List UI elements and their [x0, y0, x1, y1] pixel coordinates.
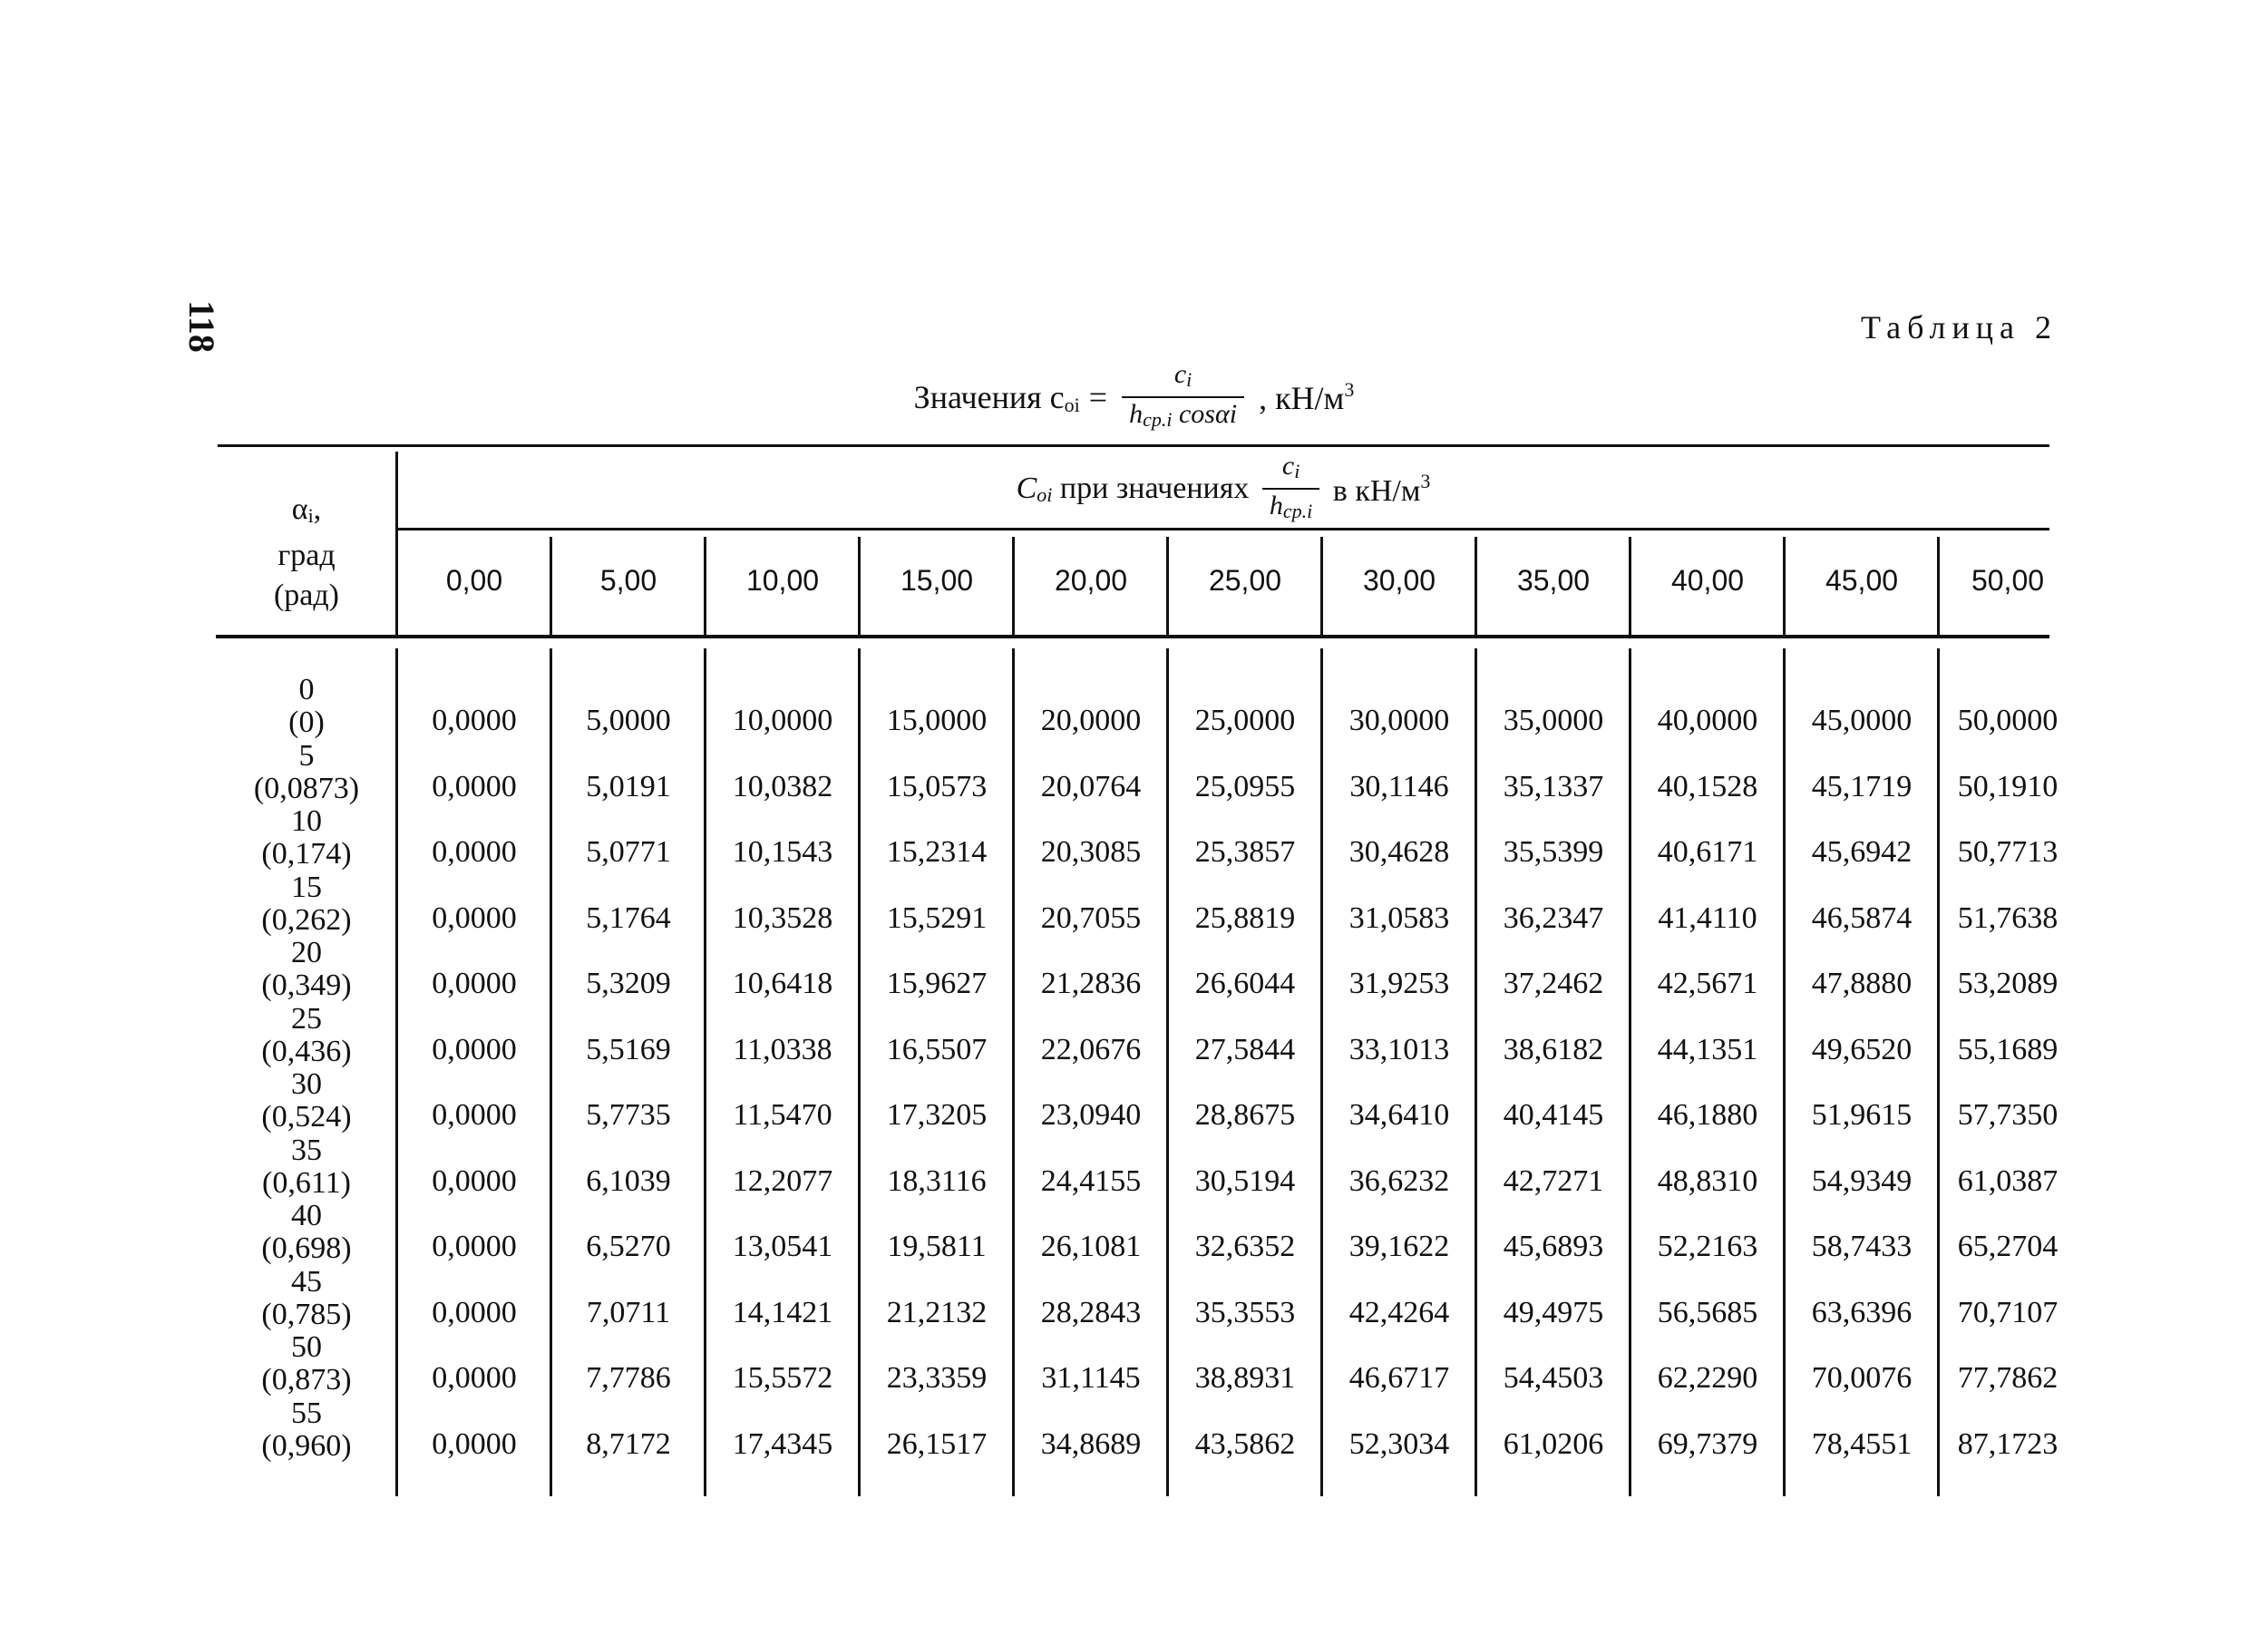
table-cell: 28,2843 — [1040, 1295, 1142, 1329]
angle-degrees: 40 — [291, 1199, 322, 1232]
table-cell: 10,3528 — [732, 900, 833, 935]
table-cell: 22,0676 — [1040, 1032, 1142, 1066]
table-cell: 61,0387 — [1957, 1163, 2059, 1198]
table-cell: 38,8931 — [1194, 1361, 1296, 1395]
table-cell: 11,0338 — [733, 1032, 832, 1066]
table-cell: 0,0000 — [432, 1163, 517, 1198]
table-cell: 35,3553 — [1194, 1295, 1296, 1329]
stub-header-deg: град — [277, 539, 336, 572]
column-header: 20,00 — [1054, 563, 1128, 597]
table-cell: 15,0573 — [886, 769, 988, 803]
caption-units: , $кН/м^3$ — [1259, 377, 1355, 416]
table-cell: 54,4503 — [1503, 1361, 1604, 1395]
table-cell: 10,0000 — [732, 704, 833, 737]
table-top-rule — [218, 444, 2049, 447]
span-header — [397, 452, 2049, 526]
row-angle — [216, 1200, 397, 1265]
table-cell: 34,6410 — [1348, 1098, 1450, 1132]
header-bottom-rule — [216, 635, 2049, 638]
table-cell: 54,9349 — [1811, 1163, 1913, 1198]
table-cell: 77,7862 — [1957, 1361, 2059, 1395]
row-angle — [216, 1397, 397, 1463]
table-cell: 42,5671 — [1657, 967, 1758, 1000]
table-cell: 0,0000 — [432, 1032, 517, 1066]
column-header: 35,00 — [1516, 563, 1591, 597]
table-cell: 21,2132 — [886, 1295, 988, 1329]
table-cell: 50,1910 — [1957, 769, 2059, 803]
table-cell: 36,6232 — [1348, 1163, 1450, 1198]
table-cell: 35,1337 — [1503, 769, 1604, 803]
table-cell: 50,0000 — [1957, 704, 2059, 737]
table-cell: 46,6717 — [1348, 1361, 1450, 1395]
table-cell: 28,8675 — [1194, 1098, 1296, 1132]
table-cell: 21,2836 — [1040, 967, 1142, 1000]
table-cell: 0,0000 — [432, 769, 517, 803]
table-cell: 30,1146 — [1349, 769, 1449, 803]
caption-denominator: hср.i cosαi — [1122, 396, 1244, 436]
angle-degrees: 50 — [291, 1330, 322, 1364]
table-cell: 65,2704 — [1957, 1230, 2059, 1263]
table-caption — [0, 358, 2268, 440]
table-cell: 50,7713 — [1957, 835, 2059, 869]
page-number: 118 — [181, 300, 222, 353]
row-angle — [216, 740, 397, 805]
table-cell: 78,4551 — [1811, 1426, 1913, 1461]
row-angle — [216, 1331, 397, 1397]
table-cell: 7,0711 — [586, 1295, 671, 1329]
table-cell: 11,5470 — [733, 1098, 832, 1132]
angle-radians: (0,436) — [261, 1034, 352, 1068]
row-angle — [216, 1003, 397, 1068]
span-header-units: в $кН/м^3$ — [1325, 469, 1431, 508]
table-cell: 20,7055 — [1040, 900, 1142, 935]
table-cell: 41,4110 — [1658, 900, 1757, 935]
table-cell: 47,8880 — [1811, 967, 1913, 1000]
angle-degrees: 15 — [291, 870, 322, 904]
table-cell: 38,6182 — [1503, 1032, 1604, 1066]
table-cell: 17,4345 — [732, 1426, 833, 1461]
table-cell: 46,1880 — [1657, 1098, 1758, 1132]
table-cell: 5,1764 — [586, 900, 671, 935]
table-cell: 0,0000 — [432, 1426, 517, 1461]
angle-radians: (0,262) — [261, 902, 352, 937]
table-cell: 56,5685 — [1657, 1295, 1758, 1329]
table-cell: 45,6893 — [1503, 1230, 1604, 1263]
table-cell: 12,2077 — [732, 1163, 833, 1198]
caption-numerator: ci — [1173, 359, 1192, 391]
table-cell: 32,6352 — [1194, 1230, 1296, 1263]
table-cell: 45,0000 — [1811, 704, 1913, 737]
table-cell: 52,2163 — [1657, 1230, 1758, 1263]
table-cell: 37,2462 — [1503, 967, 1604, 1000]
angle-degrees: 30 — [291, 1067, 322, 1101]
table-cell: 51,9615 — [1811, 1098, 1913, 1132]
angle-radians: (0,0873) — [253, 771, 360, 805]
table-cell: 20,0764 — [1040, 769, 1142, 803]
table-cell: 70,0076 — [1811, 1361, 1913, 1395]
table-cell: 49,6520 — [1811, 1032, 1913, 1066]
table-cell: 57,7350 — [1957, 1098, 2059, 1132]
caption-prefix: Значения coi — [913, 378, 1080, 416]
table-cell: 55,1689 — [1957, 1032, 2059, 1066]
table-cell: 61,0206 — [1503, 1426, 1604, 1461]
span-header-text: при значениях — [1052, 472, 1257, 505]
table-cell: 20,0000 — [1040, 704, 1142, 737]
table-cell: 10,0382 — [732, 769, 833, 803]
table-cell: 30,4628 — [1348, 835, 1450, 869]
table-cell: 31,0583 — [1348, 900, 1450, 935]
table-cell: 10,6418 — [732, 967, 833, 1000]
table-cell: 31,1145 — [1041, 1361, 1141, 1395]
table-cell: 0,0000 — [432, 967, 517, 1000]
span-header-fraction — [1262, 450, 1319, 528]
angle-degrees: 45 — [291, 1264, 322, 1299]
table-cell: 26,1081 — [1040, 1230, 1142, 1263]
table-cell: 39,1622 — [1348, 1230, 1450, 1263]
caption-fraction — [1122, 358, 1244, 436]
row-angle — [216, 937, 397, 1002]
table-cell: 69,7379 — [1657, 1426, 1758, 1461]
table-cell: 44,1351 — [1657, 1032, 1758, 1066]
table-cell: 40,4145 — [1503, 1098, 1604, 1132]
table-cell: 35,0000 — [1503, 704, 1604, 737]
angle-radians: (0,174) — [261, 837, 352, 871]
table-cell: 34,8689 — [1040, 1426, 1142, 1461]
column-header: 40,00 — [1670, 563, 1745, 597]
table-cell: 45,6942 — [1811, 835, 1913, 869]
table-cell: 52,3034 — [1348, 1426, 1450, 1461]
column-header: 10,00 — [745, 563, 820, 597]
table-cell: 53,2089 — [1957, 967, 2059, 1000]
table-cell: 26,1517 — [886, 1426, 988, 1461]
table-cell: 5,0000 — [586, 704, 671, 737]
table-cell: 0,0000 — [432, 900, 517, 935]
table-cell: 33,1013 — [1348, 1032, 1450, 1066]
column-header: 50,00 — [1971, 563, 2045, 597]
table-cell: 14,1421 — [732, 1295, 833, 1329]
table-cell: 15,9627 — [886, 967, 988, 1000]
table-cell: 6,1039 — [586, 1163, 671, 1198]
table-cell: 15,2314 — [886, 835, 988, 869]
table-cell: 25,0955 — [1194, 769, 1296, 803]
table-cell: 35,5399 — [1503, 835, 1604, 869]
table-cell: 5,3209 — [586, 967, 671, 1000]
table-cell: 15,0000 — [886, 704, 988, 737]
column-header: 45,00 — [1825, 563, 1899, 597]
table-cell: 24,4155 — [1040, 1163, 1142, 1198]
angle-degrees: 55 — [291, 1396, 322, 1430]
table-cell: 40,6171 — [1657, 835, 1758, 869]
table-cell: 5,7735 — [586, 1098, 671, 1132]
table-cell: 70,7107 — [1957, 1295, 2059, 1329]
table-cell: 10,1543 — [732, 835, 833, 869]
table-cell: 6,5270 — [586, 1230, 671, 1263]
angle-degrees: 20 — [291, 936, 322, 969]
table-cell: 0,0000 — [432, 1361, 517, 1395]
row-angle — [216, 1068, 397, 1134]
angle-radians: (0,960) — [261, 1428, 352, 1463]
row-angle — [216, 1134, 397, 1200]
table-cell: 25,8819 — [1194, 900, 1296, 935]
table-cell: 46,5874 — [1811, 900, 1913, 935]
table-cell: 19,5811 — [887, 1230, 987, 1263]
table-cell: 5,0771 — [586, 835, 671, 869]
table-cell: 8,7172 — [586, 1426, 671, 1461]
table-cell: 15,5572 — [732, 1361, 833, 1395]
angle-degrees: 0 — [298, 673, 315, 706]
column-header: 0,00 — [445, 563, 503, 597]
table-cell: 87,1723 — [1957, 1426, 2059, 1461]
table-cell: 36,2347 — [1503, 900, 1604, 935]
header-span-rule — [397, 528, 2049, 530]
row-angle — [216, 871, 397, 937]
table-cell: 18,3116 — [887, 1163, 987, 1198]
table-cell: 23,3359 — [886, 1361, 988, 1395]
row-angle — [216, 1266, 397, 1331]
table-cell: 58,7433 — [1811, 1230, 1913, 1263]
table-cell: 30,5194 — [1194, 1163, 1296, 1198]
angle-radians: (0,611) — [262, 1165, 351, 1200]
table-cell: 40,0000 — [1657, 704, 1758, 737]
table-cell: 42,7271 — [1503, 1163, 1604, 1198]
column-header: 30,00 — [1362, 563, 1436, 597]
table-label: Таблица 2 — [1861, 309, 2058, 345]
table-cell: 51,7638 — [1957, 900, 2059, 935]
table-cell: 5,5169 — [586, 1032, 671, 1066]
table-cell: 0,0000 — [432, 1230, 517, 1263]
table-cell: 16,5507 — [886, 1032, 988, 1066]
angle-degrees: 5 — [298, 738, 315, 773]
table-cell: 45,1719 — [1811, 769, 1913, 803]
angle-radians: (0,873) — [261, 1363, 352, 1397]
table-cell: 30,0000 — [1348, 704, 1450, 737]
table-cell: 17,3205 — [886, 1098, 988, 1132]
table-cell: 26,6044 — [1194, 967, 1296, 1000]
span-header-numerator: ci — [1281, 451, 1300, 482]
table-cell: 13,0541 — [732, 1230, 833, 1263]
table-cell: 40,1528 — [1657, 769, 1758, 803]
angle-radians: (0,698) — [261, 1231, 352, 1265]
table-cell: 49,4975 — [1503, 1295, 1604, 1329]
table-cell: 63,6396 — [1811, 1295, 1913, 1329]
span-header-denominator: hср.i — [1262, 488, 1319, 528]
table-cell: 0,0000 — [432, 1098, 517, 1132]
table-cell: 15,5291 — [886, 900, 988, 935]
table-cell: 23,0940 — [1040, 1098, 1142, 1132]
column-header: 5,00 — [599, 563, 657, 597]
caption-equals: = — [1088, 379, 1108, 415]
stub-header — [216, 490, 397, 616]
angle-radians: (0) — [288, 706, 325, 739]
row-angle — [216, 805, 397, 871]
stub-header-angle: αi, — [291, 492, 322, 527]
table-cell: 20,3085 — [1040, 835, 1142, 869]
angle-degrees: 35 — [291, 1133, 322, 1167]
table-cell: 27,5844 — [1194, 1032, 1296, 1066]
angle-radians: (0,524) — [261, 1100, 352, 1134]
stub-header-rad: (рад) — [273, 579, 340, 612]
table-cell: 48,8310 — [1657, 1163, 1758, 1198]
table-cell: 25,0000 — [1194, 704, 1296, 737]
column-header: 15,00 — [900, 563, 974, 597]
column-header: 25,00 — [1208, 563, 1282, 597]
table-cell: 7,7786 — [586, 1361, 671, 1395]
table-cell: 31,9253 — [1348, 967, 1450, 1000]
angle-degrees: 25 — [291, 1001, 322, 1036]
table-cell: 0,0000 — [432, 704, 517, 737]
row-angle — [216, 674, 397, 739]
table-cell: 5,0191 — [586, 769, 671, 803]
table-cell: 62,2290 — [1657, 1361, 1758, 1395]
table-cell: 43,5862 — [1194, 1426, 1296, 1461]
table-cell: 0,0000 — [432, 1295, 517, 1329]
table-cell: 25,3857 — [1194, 835, 1296, 869]
angle-radians: (0,349) — [261, 968, 352, 1002]
table-cell: 42,4264 — [1348, 1295, 1450, 1329]
angle-degrees: 10 — [291, 804, 322, 838]
span-header-symbol: Coi — [1016, 471, 1053, 506]
angle-radians: (0,785) — [261, 1297, 352, 1331]
table-cell: 0,0000 — [432, 835, 517, 869]
